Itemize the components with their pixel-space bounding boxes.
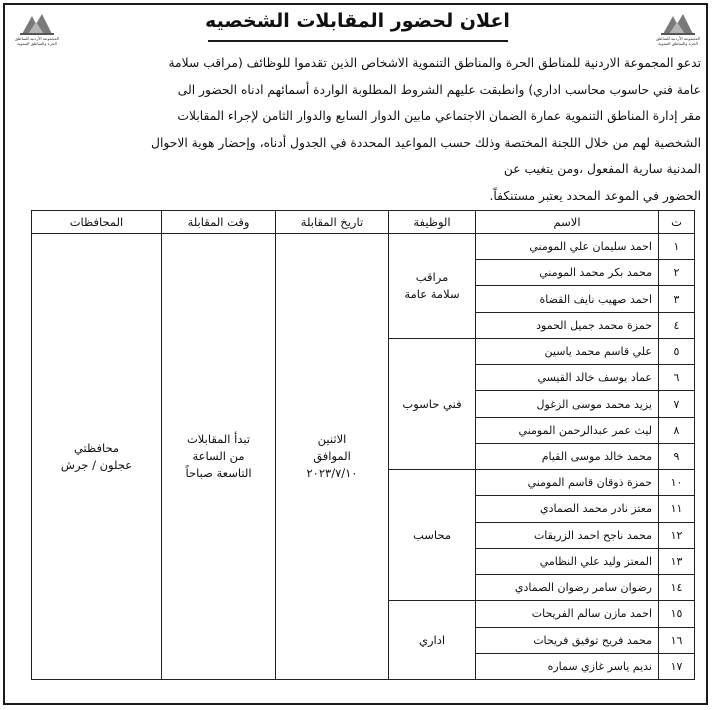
date-line: ٢٠٢٣/٧/١٠ — [306, 466, 358, 480]
row-number: ١٥ — [659, 601, 695, 627]
time-line: من الساعة — [192, 449, 245, 463]
time-cell — [162, 234, 276, 680]
applicant-name: معتز نادر محمد الصمادي — [476, 496, 659, 522]
applicant-name: ليث عمر عبدالرحمن المومني — [476, 417, 659, 443]
row-number: ٥ — [659, 338, 695, 364]
date-cell — [276, 234, 389, 680]
governorate-line: محافظتي — [73, 440, 120, 455]
applicant-name: احمد صهيب نايف القضاة — [476, 286, 659, 312]
applicant-name: المعتز وليد علي النظامي — [476, 548, 659, 574]
governorate-line: عجلون / جرش — [60, 457, 133, 472]
row-number: ١١ — [659, 496, 695, 522]
row-number: ١٤ — [659, 575, 695, 601]
body-line: المدنية سارية المفعول ،ومن يتغيب عن — [503, 162, 701, 176]
row-number: ١٧ — [659, 653, 695, 679]
header-governorates: المحافظات — [32, 211, 162, 234]
time-line: تبدأ المقابلات — [186, 432, 251, 446]
row-number: ٤ — [659, 312, 695, 338]
applicant-name: محمد بكر محمد المومني — [476, 260, 659, 286]
row-number: ١٠ — [659, 470, 695, 496]
title-underline — [208, 40, 508, 42]
job-cell: فني حاسوب — [389, 338, 476, 469]
logo-caption: المجموعة الأردنية للمناطق الحرة والمناطق التنموية — [655, 36, 701, 46]
header-name: الاسم — [476, 211, 659, 234]
job-cell: محاسب — [389, 470, 476, 601]
applicant-name: علي قاسم محمد ياسين — [476, 338, 659, 364]
applicant-name: محمد فريح توفيق فريحات — [476, 627, 659, 653]
header-number: ت — [659, 211, 695, 234]
row-number: ١٣ — [659, 548, 695, 574]
job-cell — [389, 234, 476, 339]
applicant-name: حمزة ذوقان قاسم المومني — [476, 470, 659, 496]
announcement-title: اعلان لحضور المقابلات الشخصيه — [205, 10, 510, 32]
header-job: الوظيفة — [389, 211, 476, 234]
row-number: ٧ — [659, 391, 695, 417]
row-number: ١ — [659, 234, 695, 260]
header-time: وقت المقابلة — [162, 211, 276, 234]
body-line: مقر إدارة المناطق التنموية عمارة الضمان الاجتماعي مابين الدوار السابع والدوار الثامن لإجراء المقابلات — [177, 109, 701, 123]
row-number: ٣ — [659, 286, 695, 312]
job-cell: اداري — [389, 601, 476, 680]
job-label: مراقب — [415, 269, 449, 284]
row-number: ٦ — [659, 365, 695, 391]
applicant-name: يزيد محمد موسى الزغول — [476, 391, 659, 417]
row-number: ١٢ — [659, 522, 695, 548]
applicant-name: عماد يوسف خالد القيسي — [476, 365, 659, 391]
table-header-row — [32, 211, 695, 234]
interview-schedule-table — [31, 210, 695, 680]
applicant-name: رضوان سامر رضوان الصمادي — [476, 575, 659, 601]
time-line: التاسعة صباحاً — [185, 466, 252, 480]
applicant-name: حمزة محمد جميل الحمود — [476, 312, 659, 338]
governorates-cell — [32, 234, 162, 680]
date-line: الاثنين — [317, 432, 347, 446]
applicant-name: نديم ياسر غازي سماره — [476, 653, 659, 679]
table-row — [32, 234, 695, 260]
header-date: تاريخ المقابلة — [276, 211, 389, 234]
row-number: ٩ — [659, 443, 695, 469]
applicant-name: احمد مازن سالم الفريحات — [476, 601, 659, 627]
applicant-name: محمد ناجح احمد الزريقات — [476, 522, 659, 548]
job-label: سلامة عامة — [404, 286, 460, 301]
row-number: ٢ — [659, 260, 695, 286]
applicant-name: احمد سليمان علي المومني — [476, 234, 659, 260]
row-number: ٨ — [659, 417, 695, 443]
body-line: الشخصية لهم من خلال اللجنة المختصة وذلك حسب المواعيد المحددة في الجدول أدناه، وإحضار هوية الاحوال — [151, 135, 701, 150]
announcement-body — [18, 50, 701, 209]
body-line: عامة فني حاسوب محاسب اداري) وانطبقت عليهم الشروط المطلوبة الواردة أسمائهم ادناه الحضور الى — [177, 82, 701, 97]
body-line: تدعو المجموعة الاردنية للمناطق الحرة والمناطق التنموية الاشخاص الذين تقدموا للوظائف (مراقب سلامة — [168, 56, 701, 70]
body-line: الحضور في الموعد المحدد يعتبر مستنكفاً. — [489, 188, 701, 203]
applicant-name: محمد خالد موسى القيام — [476, 443, 659, 469]
row-number: ١٦ — [659, 627, 695, 653]
logo-caption: المجموعة الأردنية للمناطق الحرة والمناطق التنموية — [14, 36, 60, 46]
date-line: الموافق — [313, 449, 351, 463]
